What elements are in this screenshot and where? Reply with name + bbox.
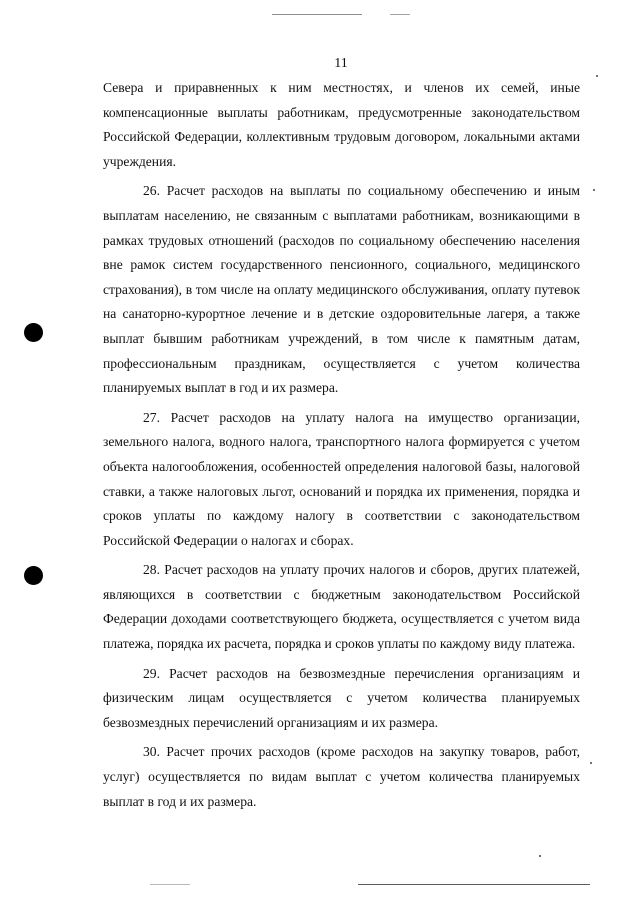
scan-artifact-line [272,14,362,15]
scan-speck [596,75,598,77]
paragraph-continuation: Севера и приравненных к ним местностях, и членов их семей, иные компенсационные выплаты работникам, предусмотренные законодательством Российской Федерации, коллективным трудовым договором, локальными актами учреждения. [103,80,580,169]
binder-hole [24,323,43,342]
scan-artifact-line [390,14,410,15]
scan-artifact-line [150,884,190,885]
page-number: 11 [334,56,348,71]
paragraph-26: 26. Расчет расходов на выплаты по социальному обеспечению и иным выплатам населению, не связанным с выплатами работникам, возникающими в рамках трудовых отношений (расходов по социальному обеспечению населения вне рамок систем государственного пенсионного, социального, медицинского страхования), в том числе на оплату медицинского обслуживания, оплату путевок на санаторно-курортное лечение и в детские оздоровительные лагеря, а также выплат бывшим работникам учреждений, в том числе к памятным датам, профессиональным праздникам, осуществляется с учетом количества планируемых выплат в год и их размера. [103,183,580,396]
scan-speck [539,855,541,857]
paragraph-29: 29. Расчет расходов на безвозмездные перечисления организациям и физическим лицам осуществляется с учетом количества планируемых безвозмездных перечислений организациям и их размера. [103,665,580,730]
scan-speck [593,189,595,191]
binder-hole [24,566,43,585]
paragraph-28: 28. Расчет расходов на уплату прочих налогов и сборов, других платежей, являющихся в соответствии с бюджетным законодательством Российской Федерации доходами соответствующего бюджета, осуществляется с учетом вида платежа, порядка их расчета, порядка и сроков уплаты по каждому виду платежа. [103,562,580,652]
body-text [103,76,580,814]
scan-artifact-line [358,884,590,885]
paragraph-27: 27. Расчет расходов на уплату налога на имущество организации, земельного налога, водного налога, транспортного налога формируется с учетом объекта налогообложения, особенностей определения налоговой базы, налоговой ставки, а также налоговых льгот, оснований и порядка их применения, порядка и сроков уплаты по каждому налогу в соответствии с законодательством Российской Федерации о налогах и сборах. [103,409,580,548]
scan-speck [590,762,592,764]
paragraph-30: 30. Расчет прочих расходов (кроме расходов на закупку товаров, работ, услуг) осуществляется по видам выплат с учетом количества планируемых выплат в год и их размера. [103,744,580,809]
